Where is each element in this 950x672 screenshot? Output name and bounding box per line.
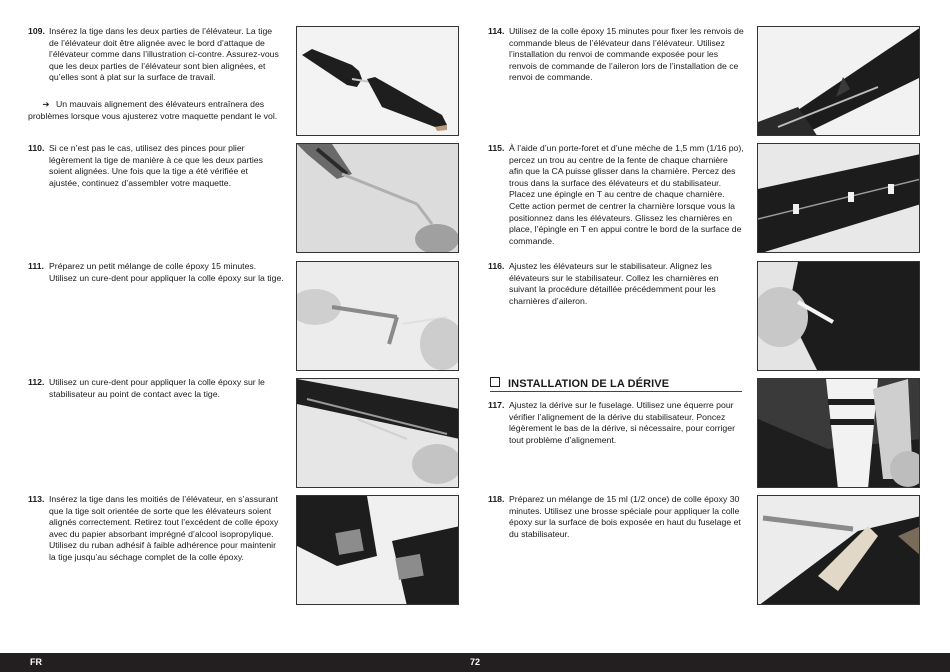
step-text: Ajustez la dérive sur le fuselage. Utilisez une équerre pour vérifier l’alignement de la dérive du stabilisateur. Poncez légèrement le bas de la dérive, si nécessaire, pour corriger tout problème d’alignement. <box>509 400 735 445</box>
step-number: 111. <box>28 261 44 271</box>
step-number: 114. <box>488 26 505 36</box>
warning-note <box>28 99 284 122</box>
section-divider <box>490 391 742 392</box>
step-text: Utilisez de la colle époxy 15 minutes pour fixer les renvois de commande bleus de l’élévateur dans l’élévateur. Utilisez l’installation du renvoi de commande exposée pour les renvois de commande de l’aileron lors de l’installation de ce renvoi de commande. <box>509 26 744 83</box>
step-112 <box>28 377 280 400</box>
photo-control-horns <box>757 26 920 136</box>
step-text: Préparez un petit mélange de colle époxy 15 minutes. Utilisez un cure-dent pour appliquer la colle époxy sur la tige. <box>49 261 284 283</box>
page-footer <box>0 653 950 672</box>
step-116 <box>488 261 744 307</box>
page-number: 72 <box>469 657 480 667</box>
photo-stabilizer-epoxy <box>296 378 459 488</box>
photo-gluing-hinges <box>757 261 920 371</box>
step-111 <box>28 261 284 284</box>
step-110 <box>28 143 280 189</box>
step-text: À l’aide d’un porte-foret et d’une mèche de 1,5 mm (1/16 po), percez un trou au centre de la fente de chaque charnière afin que la CA puisse glisser dans la charnière. Percez des trous dans la surface des élévateurs et du stabilisateur. Placez une épingle en T au centre de chaque charnière. Cette action permet de centrer la charnière lorsque vous la positionnez dans les élévateurs. Glissez les charnières en place, l’épingle en T en appui contre le bord de la surface de commande. <box>509 143 744 246</box>
arrow-right-icon: ➔ <box>42 99 50 109</box>
step-number: 112. <box>28 377 45 387</box>
step-number: 115. <box>488 143 505 153</box>
step-115 <box>488 143 744 247</box>
section-title <box>490 377 669 390</box>
step-114 <box>488 26 744 84</box>
note-text: Un mauvais alignement des élévateurs entraînera des problèmes lorsque vous ajusterez votre maquette pendant le vol. <box>28 99 278 121</box>
step-text: Préparez un mélange de 15 ml (1/2 once) de colle époxy 30 minutes. Utilisez une brosse spéciale pour appliquer la colle époxy sur la surface de bois exposée en haut du fuselage et du stabilisateur. <box>509 494 741 539</box>
step-text: Ajustez les élévateurs sur le stabilisateur. Alignez les élévateurs sur le stabilisateur. Collez les charnières en suivant la procédure détaillée précédemment pour les charnières d’aileron. <box>509 261 719 306</box>
photo-elevator-halves <box>296 26 459 136</box>
step-text: Si ce n’est pas le cas, utilisez des pinces pour plier légèrement la tige de manière à ce que les deux parties soient alignées. Une fois que la tige a été vérifiée et ajustée, continuez d’assembler votre maquette. <box>49 143 263 188</box>
step-118 <box>488 494 744 540</box>
photo-pliers-bend <box>296 143 459 253</box>
step-117 <box>488 400 744 446</box>
checkbox-icon <box>490 377 500 387</box>
photo-taped-elevators <box>296 495 459 605</box>
step-text: Insérez la tige dans les moitiés de l’élévateur, en s’assurant que la tige soit orientée de sorte que les élévateurs soient alignés correctement. Retirez tout l’excédent de colle époxy avec du papier absorbant imprégné d’alcool isopropylique. Utilisez du ruban adhésif à faible adhérence pour maintenir la tige jusqu’au séchage complet de la colle époxy. <box>49 494 279 562</box>
step-number: 113. <box>28 494 45 504</box>
photo-hinges <box>757 143 920 253</box>
section-title-text: INSTALLATION DE LA DÉRIVE <box>508 378 670 390</box>
photo-fin-square <box>757 378 920 488</box>
step-text: Utilisez un cure-dent pour appliquer la colle époxy sur le stabilisateur au point de contact avec la tige. <box>49 377 265 399</box>
step-number: 110. <box>28 143 45 153</box>
step-number: 116. <box>488 261 505 271</box>
language-code: FR <box>30 657 42 667</box>
step-113 <box>28 494 284 564</box>
photo-epoxy-brush <box>757 495 920 605</box>
step-number: 118. <box>488 494 505 504</box>
step-109 <box>28 26 280 84</box>
step-number: 117. <box>488 400 505 410</box>
step-number: 109. <box>28 26 45 36</box>
photo-epoxy-rod <box>296 261 459 371</box>
step-text: Insérez la tige dans les deux parties de l’élévateur. La tige de l’élévateur doit être alignée avec le bord d’attaque de l’élévateur comme dans l’illustration ci-contre. Assurez-vous que les deux parties de l’élévateur sont bien alignées, et qu’elles sont à plat sur la surface de travail. <box>49 26 279 83</box>
